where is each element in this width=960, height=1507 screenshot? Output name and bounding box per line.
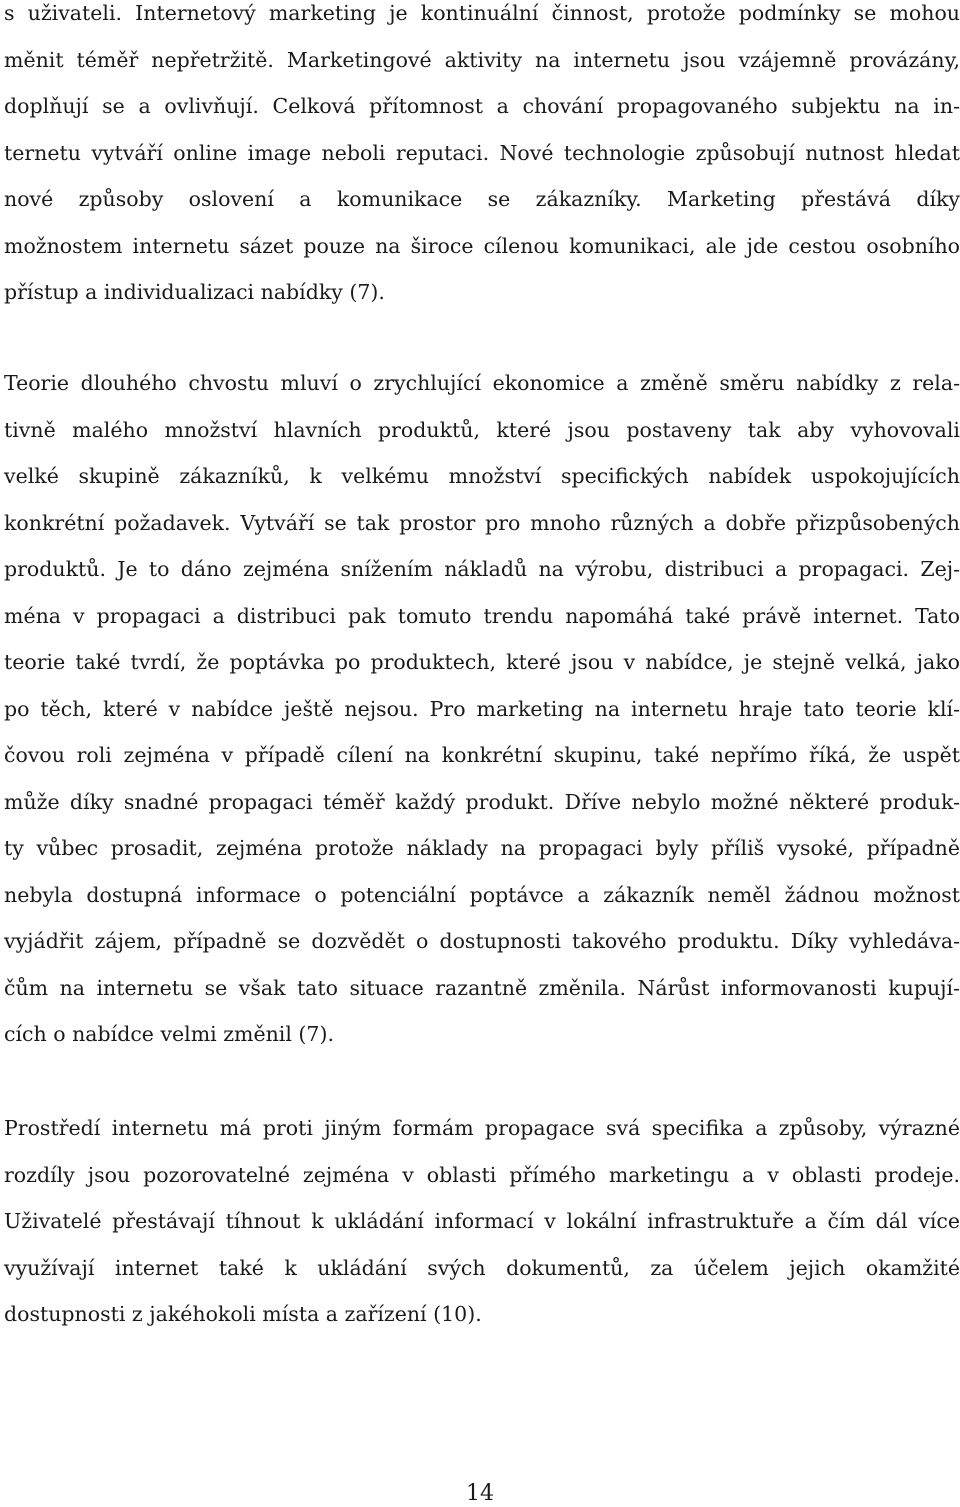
text-line: vyjádřit zájem, případně se dozvědět o dostupnosti takového produktu. Díky vyhledáva- — [4, 929, 960, 953]
text-line: s uživateli. Internetový marketing je kontinuální činnost, protože podmínky se mohou — [4, 1, 960, 25]
text-line: konkrétní požadavek. Vytváří se tak prostor pro mnoho různých a dobře přizpůsobených — [4, 510, 960, 535]
text-line: Teorie dlouhého chvostu mluví o zrychlující ekonomice a změně směru nabídky z rela- — [4, 371, 960, 395]
text-line: přístup a individualizaci nabídky (7). — [4, 280, 385, 304]
text-line: nové způsoby oslovení a komunikace se zákazníky. Marketing přestává díky — [4, 187, 960, 211]
text-line: nebyla dostupná informace o potenciální poptávce a zákazník neměl žádnou možnost — [4, 882, 960, 907]
text-line: ména v propagaci a distribuci pak tomuto trendu napomáhá také právě internet. Tato — [4, 603, 960, 628]
paragraph-internet-marketing — [4, 0, 960, 326]
text-line: dostupnosti z jakéhokoli místa a zařízení (10). — [4, 1302, 482, 1326]
text-line: čům na internetu se však tato situace razantně změnila. Nárůst informovanosti kupují- — [4, 975, 960, 1000]
paragraph-internet-environment — [4, 1115, 960, 1348]
text-line: ternetu vytváří online image neboli reputaci. Nové technologie způsobují nutnost hledat — [4, 140, 960, 165]
text-line: Uživatelé přestávají tíhnout k ukládání informací v lokální infrastruktuře a čím dál více — [4, 1209, 960, 1233]
text-line: čovou roli zejména v případě cílení na konkrétní skupinu, také nepřímo říká, že uspět — [4, 743, 960, 767]
text-line: doplňují se a ovlivňují. Celková přítomnost a chování propagovaného subjektu na in- — [4, 94, 960, 118]
text-line: využívají internet také k ukládání svých dokumentů, za účelem jejich okamžité — [4, 1255, 960, 1280]
text-line: tivně malého množství hlavních produktů, které jsou postaveny tak aby vyhovovali — [4, 417, 960, 442]
text-line: Prostředí internetu má proti jiným formám propagace svá specifika a způsoby, výrazné — [4, 1116, 960, 1140]
text-line: ty vůbec prosadit, zejména protože náklady na propagaci byly příliš vysoké, případně — [4, 836, 960, 860]
page-number: 14 — [466, 1481, 494, 1506]
text-line: rozdíly jsou pozorovatelné zejména v oblasti přímého marketingu a v oblasti prodeje. — [4, 1162, 960, 1187]
text-line: cích o nabídce velmi změnil (7). — [4, 1022, 334, 1046]
paragraph-long-tail-theory — [4, 370, 960, 1068]
text-line: měnit téměř nepřetržitě. Marketingové aktivity na internetu jsou vzájemně provázány, — [4, 47, 960, 72]
text-line: po těch, které v nabídce ještě nejsou. Pro marketing na internetu hraje tato teorie klí- — [4, 696, 960, 721]
text-line: velké skupině zákazníků, k velkému množství specifických nabídek uspokojujících — [4, 464, 960, 488]
text-line: produktů. Je to dáno zejména snížením nákladů na výrobu, distribuci a propagaci. Zej- — [4, 557, 960, 581]
text-line: možnostem internetu sázet pouze na široce cílenou komunikaci, ale jde cestou osobního — [4, 233, 960, 258]
text-line: teorie také tvrdí, že poptávka po produktech, které jsou v nabídce, je stejně velká, jako — [4, 650, 960, 674]
text-line: může díky snadné propagaci téměř každý produkt. Dříve nebylo možné některé produk- — [4, 789, 960, 814]
